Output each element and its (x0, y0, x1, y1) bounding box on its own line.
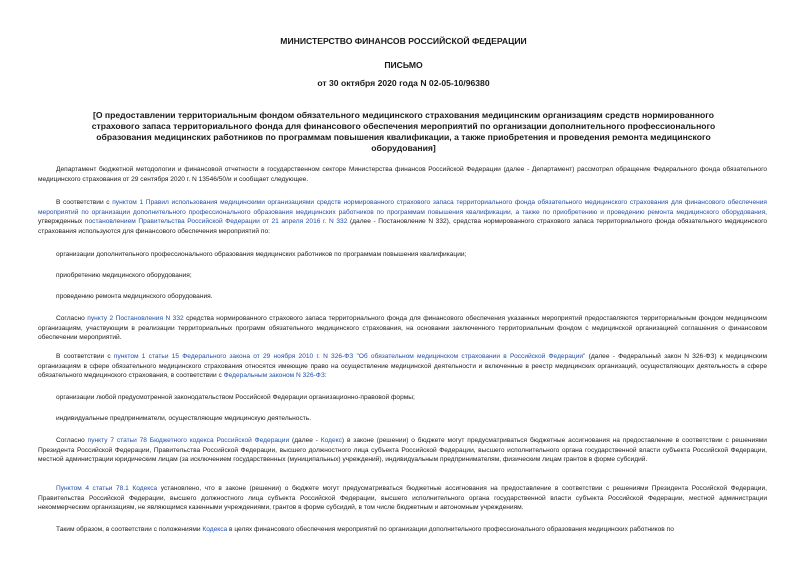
link-code[interactable]: Кодекса (202, 526, 228, 533)
link-government-decree-332[interactable]: постановлением Правительства Российской Федерации от 21 апреля 2016 г. N 332 (84, 218, 348, 226)
text: Согласно (56, 437, 88, 444)
list-item: организации любой предусмотренной законодательством Российской Федерации организационно-правовой формы; (56, 394, 415, 401)
text: в целях финансового обеспечения мероприятий по организации дополнительного профессионального образования медицинских работников по (227, 526, 674, 533)
list-item: индивидуальные предприниматели, осуществляющие медицинскую деятельность. (56, 415, 312, 422)
text: : (324, 372, 327, 380)
list-item: организации дополнительного профессионального образования медицинских работников по программам повышения квалификации; (56, 251, 467, 258)
text: , утвержденных (38, 208, 767, 226)
text: (далее - (289, 437, 321, 444)
text: Согласно (56, 315, 88, 322)
text: В соответствии с (56, 199, 113, 206)
document-subject: [О предоставлении территориальным фондом обязательного медицинского страхования медицинским организациям средств нормированного страхового запаса территориального фонда для финансового обеспечения мероприятий по организации дополнительного профессионального образования медицинских работников по программам повышения квалификации, а также приобретения и проведения ремонта медицинского оборудования] (91, 110, 716, 153)
document-type: ПИСЬМО (384, 60, 423, 70)
text: ) в законе (решении) о бюджете могут предусматриваться бюджетные ассигнования на предоставление в соответствии с решениями Президента Российской Федерации, Правительства Российской Федерации, высшего должностного лица субъекта Российской Федерации, высшего исполнительного органа государственной власти субъекта Российской Федерации, местной администрации юридическим лицам (за исключением государственных (муниципальных) учреждений), индивидуальным предпринимателям, физическим лицам грантов в форме субсидий. (38, 437, 767, 464)
paragraph-conclusion (38, 525, 767, 535)
text: средства нормированного страхового запаса территориального фонда для финансового обеспечения указанных мероприятий предоставляются территориальным фондом медицинским организациям, участвующим в реализации территориальных программ обязательного медицинского страхования, на основании заключенного территориальным фондом с медицинской организацией соглашения о финансовом обеспечении мероприятий. (38, 315, 767, 342)
link-federal-law-326-article-15[interactable]: пунктом 1 статьи 15 Федерального закона от 29 ноября 2010 г. N 326-ФЗ "Об обязательном медицинском страховании в Российской Федерации" (113, 353, 586, 360)
text: установлено, что в законе (решении) о бюджете могут предусматриваться бюджетные ассигнования на предоставление в соответствии с решениями Президента Российской Федерации, Правительства Российской Федерации, высшего должностного лица субъекта Российской Федерации, высшего исполнительного органа государственной власти субъекта Российской Федерации, местной администрации некоммерческим организациям, не являющимся казенными учреждениями, грантов в форме субсидий, в том числе бюджетным и автономным учреждениям. (38, 485, 767, 512)
link-decree-point-2[interactable]: пункту 2 Постановления N 332 (87, 315, 184, 322)
link-budget-code-article-78[interactable]: пункту 7 статьи 78 Бюджетного кодекса Российской Федерации (87, 437, 290, 444)
paragraph-article-78-1 (38, 484, 767, 513)
list-item: проведению ремонта медицинского оборудования. (56, 293, 213, 300)
document-date-number: от 30 октября 2020 года N 02-05-10/96380 (317, 78, 490, 88)
link-code[interactable]: Кодекс (320, 437, 342, 444)
paragraph-federal-law (38, 352, 767, 381)
link-code-article-78-1[interactable]: Пунктом 4 статьи 78.1 Кодекса (56, 485, 158, 492)
text: Таким образом, в соответствии с положениями (56, 526, 203, 533)
list-item: приобретению медицинского оборудования; (56, 272, 192, 279)
link-rules-point-1[interactable]: пунктом 1 Правил использования медицинскими организациями средств нормированного страхового запаса территориального фонда обязательного медицинского страхования для финансового обеспечения мероприятий по организации дополнительного профессионального образования медицинских работников по программам повышения квалификации, а также по приобретению и проведению ремонта медицинского оборудования (38, 199, 768, 216)
ministry-title: МИНИСТЕРСТВО ФИНАНСОВ РОССИЙСКОЙ ФЕДЕРАЦИИ (280, 36, 527, 46)
paragraph-rules (38, 198, 767, 236)
text: (далее - Федеральный закон N 326-ФЗ) к медицинским организациям в сфере обязательного медицинского страхования относятся имеющие право на осуществление медицинской деятельности и включенные в реестр медицинских организаций, осуществляющих деятельность в сфере обязательного медицинского страхования, в соответствии с (38, 353, 767, 380)
link-federal-law-326[interactable]: Федеральным законом N 326-ФЗ (223, 372, 325, 380)
paragraph-budget-code (38, 436, 767, 465)
paragraph-decree-point-2 (38, 314, 767, 343)
text: В соответствии с (56, 353, 114, 360)
text: (далее - Постановление N 332), средства нормированного страхового запаса территориального фонда обязательного медицинского страхования используются для финансового обеспечения мероприятий по: (38, 218, 767, 235)
paragraph-intro: Департамент бюджетной методологии и финансовой отчетности в государственном секторе Министерства финансов Российской Федерации (далее - Департамент) рассмотрел обращение Федерального фонда обязательного медицинского страхования от 29 сентября 2020 г. N 13546/50/и и сообщает следующее. (38, 166, 767, 183)
